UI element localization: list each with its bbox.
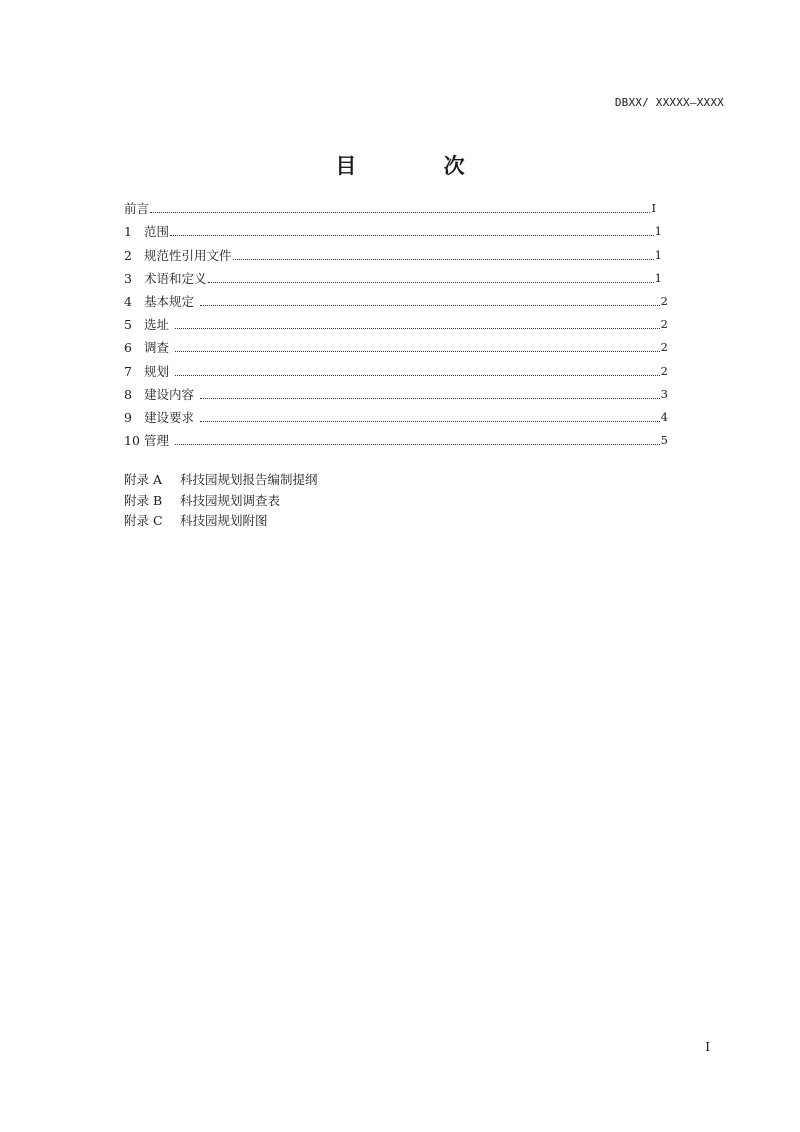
toc-entry-label: 基本规定 bbox=[144, 293, 195, 309]
toc-entry[interactable] bbox=[124, 426, 668, 449]
toc-dot-leader bbox=[233, 259, 654, 260]
toc-entry-page: Ⅰ bbox=[651, 201, 656, 216]
toc-entry-label: 范围 bbox=[144, 224, 170, 240]
page-number: I bbox=[705, 1040, 710, 1054]
toc-entry-page: 3 bbox=[660, 386, 668, 401]
toc-entry[interactable] bbox=[124, 217, 662, 240]
toc-entry[interactable] bbox=[124, 287, 668, 310]
appendix-entry[interactable] bbox=[124, 470, 318, 491]
toc-entry-label: 建设要求 bbox=[144, 409, 195, 425]
toc-title: 目 次 bbox=[335, 154, 505, 178]
toc-entry-number: 4 bbox=[124, 293, 132, 309]
toc-entry[interactable] bbox=[124, 240, 662, 263]
toc-entry-number: 10 bbox=[124, 433, 140, 449]
toc-entry-label: 术语和定义 bbox=[144, 270, 207, 286]
toc-entry-number: 6 bbox=[124, 340, 132, 356]
toc-dot-leader bbox=[175, 351, 660, 352]
appendix-label: 附录 A bbox=[124, 472, 163, 487]
toc-entry-number: 9 bbox=[124, 409, 132, 425]
toc-entry[interactable] bbox=[124, 194, 656, 217]
appendix-title: 科技园规划报告编制提纲 bbox=[180, 472, 318, 487]
toc-entry-page: 1 bbox=[654, 270, 662, 285]
toc-entry-label: 选址 bbox=[144, 317, 170, 333]
toc-entry[interactable] bbox=[124, 333, 668, 356]
document-code: DBXX/ XXXXX—XXXX bbox=[614, 96, 724, 109]
toc-entry[interactable] bbox=[124, 310, 668, 333]
toc-entry-label: 建设内容 bbox=[144, 386, 195, 402]
toc-entry-number: 7 bbox=[124, 363, 132, 379]
toc-entry[interactable] bbox=[124, 403, 668, 426]
table-of-contents bbox=[124, 194, 668, 449]
appendix-label: 附录 C bbox=[124, 513, 163, 528]
toc-entry-label: 管理 bbox=[144, 433, 170, 449]
toc-dot-leader bbox=[175, 444, 660, 445]
appendix-label: 附录 B bbox=[124, 492, 163, 508]
toc-entry-page: 4 bbox=[660, 409, 668, 424]
toc-dot-leader bbox=[150, 212, 650, 213]
toc-dot-leader bbox=[200, 305, 660, 306]
toc-dot-leader bbox=[175, 375, 660, 376]
toc-dot-leader bbox=[200, 421, 660, 422]
toc-entry-number: 3 bbox=[124, 270, 132, 286]
toc-entry-page: 5 bbox=[660, 433, 668, 448]
toc-entry-number: 1 bbox=[124, 224, 132, 240]
toc-entry-number: 8 bbox=[124, 386, 132, 402]
toc-dot-leader bbox=[170, 235, 654, 236]
toc-entry-number: 2 bbox=[124, 247, 132, 263]
toc-entry-label: 前言 bbox=[124, 201, 150, 217]
toc-entry-label: 规范性引用文件 bbox=[144, 247, 232, 263]
toc-entry-page: 2 bbox=[660, 317, 668, 332]
appendix-entry[interactable] bbox=[124, 511, 318, 532]
toc-entry[interactable] bbox=[124, 356, 668, 379]
toc-entry-page: 1 bbox=[654, 247, 662, 262]
toc-entry-page: 2 bbox=[660, 340, 668, 355]
toc-dot-leader bbox=[200, 398, 660, 399]
toc-entry[interactable] bbox=[124, 380, 668, 403]
appendix-title: 科技园规划调查表 bbox=[180, 492, 281, 508]
toc-dot-leader bbox=[175, 328, 660, 329]
toc-entry-label: 规划 bbox=[144, 363, 170, 379]
toc-dot-leader bbox=[208, 282, 654, 283]
toc-entry-label: 调查 bbox=[144, 340, 170, 356]
toc-entry-page: 1 bbox=[654, 224, 662, 239]
appendix-list bbox=[124, 470, 318, 532]
toc-entry-page: 2 bbox=[660, 363, 668, 378]
appendix-entry[interactable] bbox=[124, 491, 318, 512]
toc-entry-page: 2 bbox=[660, 293, 668, 308]
appendix-title: 科技园规划附图 bbox=[180, 513, 268, 528]
toc-entry[interactable] bbox=[124, 264, 662, 287]
toc-entry-number: 5 bbox=[124, 317, 132, 333]
